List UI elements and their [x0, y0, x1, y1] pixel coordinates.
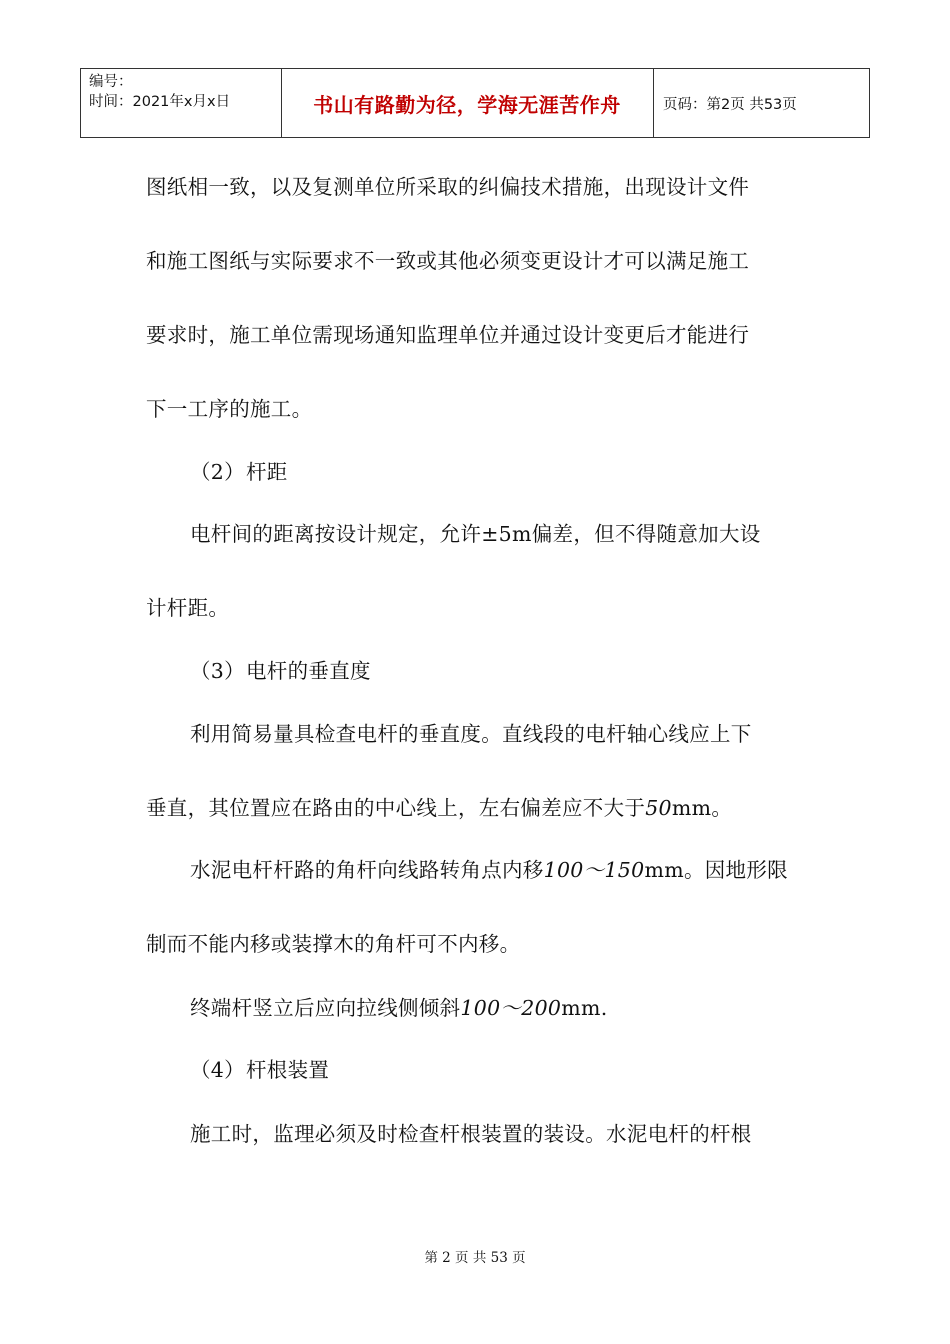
header-divider [653, 69, 654, 137]
section-heading-3 [190, 658, 371, 684]
body-line: 图纸相一致，以及复测单位所采取的纠偏技术措施，出现设计文件 [146, 175, 750, 199]
number-label: 编号： [89, 74, 133, 90]
page-footer: 第 2 页 共 53 页 [424, 1250, 526, 1266]
section-heading-4 [190, 1057, 329, 1083]
section-title: 杆距 [246, 460, 288, 484]
section-number: （3） [190, 659, 245, 683]
header-table [80, 68, 870, 138]
section-title: 杆根装置 [246, 1058, 330, 1082]
section-number: （2） [190, 460, 245, 484]
body-line: 和施工图纸与实际要求不一致或其他必须变更设计才可以满足施工 [146, 249, 750, 273]
text-run: mm。 [671, 796, 733, 820]
body-line: 制而不能内移或装撑木的角杆可不内移。 [146, 932, 521, 956]
header-page-info: 页码：第2页 共53页 [663, 96, 797, 113]
section-heading-2 [190, 459, 288, 485]
body-line [146, 795, 732, 821]
text-run: 垂直，其位置应在路由的中心线上，左右偏差应不大于 [146, 796, 646, 820]
text-run: mm。因地形限 [644, 858, 788, 882]
body-line: 要求时，施工单位需现场通知监理单位并通过设计变更后才能进行 [146, 323, 750, 347]
body-line [190, 857, 788, 883]
body-line: 利用简易量具检查电杆的垂直度。直线段的电杆轴心线应上下 [190, 722, 752, 746]
header-meta [89, 72, 230, 112]
header-divider [80, 69, 81, 137]
body-line: 计杆距。 [146, 596, 230, 620]
section-title: 电杆的垂直度 [246, 659, 371, 683]
value-run: 100～200 [460, 996, 562, 1020]
text-run: 水泥电杆杆路的角杆向线路转角点内移 [190, 858, 544, 882]
text-run: 终端杆竖立后应向拉线侧倾斜 [190, 996, 461, 1020]
header-motto: 书山有路勤为径，学海无涯苦作舟 [313, 92, 621, 117]
body-line [190, 995, 608, 1021]
value-run: 50 [645, 796, 672, 820]
body-line: 电杆间的距离按设计规定，允许±5m偏差，但不得随意加大设 [190, 522, 761, 546]
body-line: 施工时，监理必须及时检查杆根装置的装设。水泥电杆的杆根 [190, 1122, 752, 1146]
header-divider [869, 69, 870, 137]
text-run: mm. [561, 996, 608, 1020]
section-number: （4） [190, 1058, 245, 1082]
date-label: 时间：2021年x月x日 [89, 94, 231, 110]
body-line: 下一工序的施工。 [146, 397, 313, 421]
value-run: 100～150 [543, 858, 645, 882]
